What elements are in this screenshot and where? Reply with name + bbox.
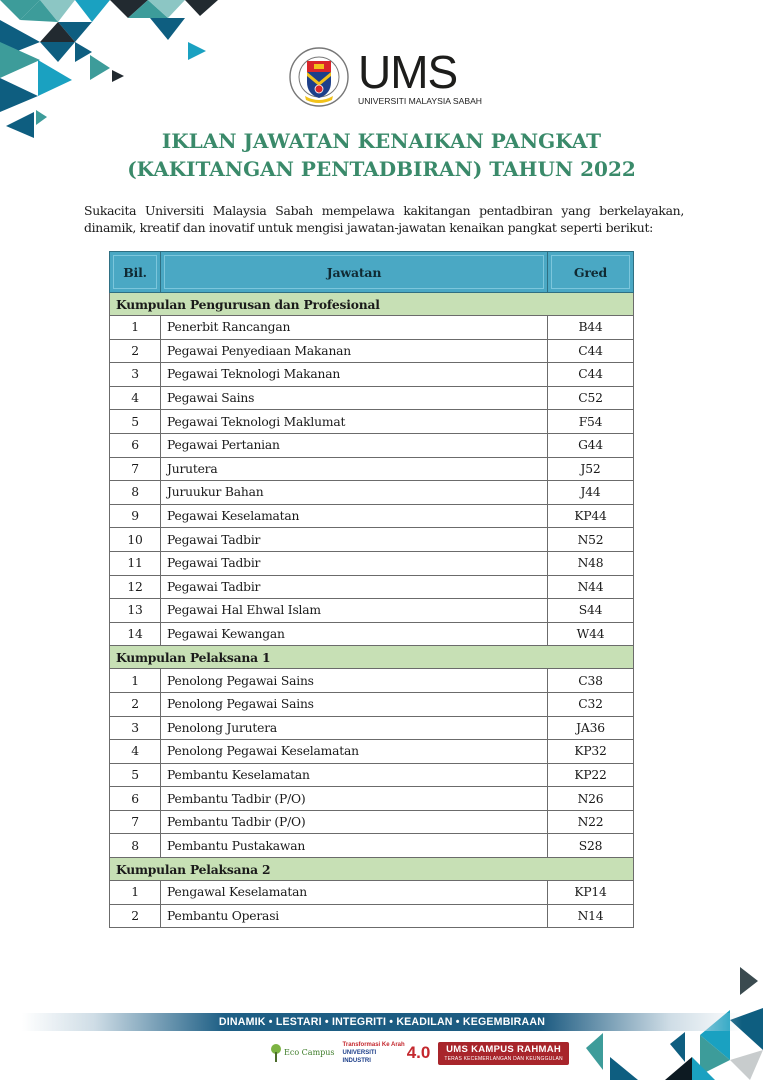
table-row bbox=[110, 551, 634, 575]
cell-bil: 12 bbox=[110, 575, 161, 599]
cell-bil: 4 bbox=[110, 740, 161, 764]
positions-table bbox=[109, 251, 634, 928]
table-row bbox=[110, 528, 634, 552]
cell-gred: KP44 bbox=[548, 504, 634, 528]
cell-jawatan: Pembantu Tadbir (P/O) bbox=[161, 787, 548, 811]
cell-gred: G44 bbox=[548, 433, 634, 457]
cell-bil: 11 bbox=[110, 551, 161, 575]
cell-jawatan: Jurutera bbox=[161, 457, 548, 481]
cell-jawatan: Juruukur Bahan bbox=[161, 481, 548, 505]
u40-line-2: UNIVERSITI bbox=[342, 1050, 377, 1056]
cell-jawatan: Pegawai Penyediaan Makanan bbox=[161, 339, 548, 363]
cell-bil: 3 bbox=[110, 363, 161, 387]
table-row bbox=[110, 810, 634, 834]
group-row bbox=[110, 858, 634, 881]
group-name: Kumpulan Pengurusan dan Profesional bbox=[110, 293, 634, 316]
cell-gred: C44 bbox=[548, 339, 634, 363]
u40-number: 4.0 bbox=[406, 1043, 431, 1062]
cell-bil: 2 bbox=[110, 339, 161, 363]
cell-jawatan: Pegawai Teknologi Maklumat bbox=[161, 410, 548, 434]
cell-bil: 1 bbox=[110, 316, 161, 340]
cell-bil: 6 bbox=[110, 787, 161, 811]
cell-gred: N14 bbox=[548, 904, 634, 928]
universiti-industri-4-logo bbox=[343, 1041, 431, 1065]
column-header-bil: Bil. bbox=[110, 252, 161, 293]
u40-line-3: INDUSTRI bbox=[342, 1058, 371, 1064]
cell-jawatan: Pegawai Kewangan bbox=[161, 622, 548, 646]
title-line-2: (KAKITANGAN PENTADBIRAN) TAHUN 2022 bbox=[127, 157, 636, 181]
table-row bbox=[110, 457, 634, 481]
cell-jawatan: Pegawai Pertanian bbox=[161, 433, 548, 457]
table-row bbox=[110, 787, 634, 811]
group-row bbox=[110, 293, 634, 316]
cell-jawatan: Pegawai Teknologi Makanan bbox=[161, 363, 548, 387]
ums-logo bbox=[288, 44, 482, 110]
cell-gred: N22 bbox=[548, 810, 634, 834]
rahmah-subtitle: TERAS KECEMERLANGAN DAN KEUNGGULAN bbox=[444, 1055, 563, 1062]
ums-crest-icon bbox=[288, 46, 350, 108]
cell-jawatan: Pembantu Keselamatan bbox=[161, 763, 548, 787]
tagline-text: DINAMIK • LESTARI • INTEGRITI • KEADILAN • KEGEMBIRAAN bbox=[218, 1016, 546, 1028]
cell-jawatan: Penolong Jurutera bbox=[161, 716, 548, 740]
cell-bil: 7 bbox=[110, 457, 161, 481]
table-row bbox=[110, 692, 634, 716]
cell-gred: N26 bbox=[548, 787, 634, 811]
cell-bil: 14 bbox=[110, 622, 161, 646]
table-row bbox=[110, 481, 634, 505]
cell-gred: JA36 bbox=[548, 716, 634, 740]
table-header-row bbox=[110, 252, 634, 293]
table-row bbox=[110, 386, 634, 410]
cell-gred: KP22 bbox=[548, 763, 634, 787]
cell-gred: S44 bbox=[548, 599, 634, 623]
cell-bil: 7 bbox=[110, 810, 161, 834]
cell-gred: KP14 bbox=[548, 881, 634, 905]
cell-bil: 1 bbox=[110, 881, 161, 905]
footer-logos bbox=[270, 1036, 569, 1070]
eco-campus-label: Eco Campus bbox=[284, 1048, 335, 1057]
cell-bil: 4 bbox=[110, 386, 161, 410]
cell-jawatan: Pegawai Tadbir bbox=[161, 551, 548, 575]
cell-gred: C38 bbox=[548, 669, 634, 693]
table-row bbox=[110, 504, 634, 528]
title-line-1: IKLAN JAWATAN KENAIKAN PANGKAT bbox=[161, 129, 602, 153]
table-row bbox=[110, 763, 634, 787]
cell-jawatan: Pembantu Pustakawan bbox=[161, 834, 548, 858]
table-row bbox=[110, 316, 634, 340]
cell-gred: J52 bbox=[548, 457, 634, 481]
cell-gred: KP32 bbox=[548, 740, 634, 764]
table-row bbox=[110, 881, 634, 905]
cell-gred: S28 bbox=[548, 834, 634, 858]
tree-icon bbox=[270, 1043, 282, 1063]
table-row bbox=[110, 575, 634, 599]
cell-bil: 5 bbox=[110, 410, 161, 434]
cell-jawatan: Pegawai Sains bbox=[161, 386, 548, 410]
intro-paragraph: Sukacita Universiti Malaysia Sabah mempelawa kakitangan pentadbiran yang berkelayakan, dinamik, kreatif dan inovatif untuk mengisi jawatan-jawatan kenaikan pangkat seperti berikut: bbox=[84, 203, 684, 235]
cell-bil: 5 bbox=[110, 763, 161, 787]
table-row bbox=[110, 363, 634, 387]
table-row bbox=[110, 740, 634, 764]
tagline-band bbox=[22, 1013, 742, 1031]
cell-gred: J44 bbox=[548, 481, 634, 505]
group-name: Kumpulan Pelaksana 2 bbox=[110, 858, 634, 881]
cell-gred: W44 bbox=[548, 622, 634, 646]
cell-jawatan: Pegawai Tadbir bbox=[161, 575, 548, 599]
page-title bbox=[0, 127, 763, 183]
cell-gred: C52 bbox=[548, 386, 634, 410]
cell-bil: 8 bbox=[110, 834, 161, 858]
cell-bil: 2 bbox=[110, 904, 161, 928]
university-name: UNIVERSITI MALAYSIA SABAH bbox=[358, 95, 483, 106]
table-row bbox=[110, 904, 634, 928]
rahmah-title: UMS KAMPUS RAHMAH bbox=[446, 1043, 562, 1055]
table-row bbox=[110, 433, 634, 457]
cell-jawatan: Pegawai Keselamatan bbox=[161, 504, 548, 528]
table-row bbox=[110, 622, 634, 646]
column-header-jawatan: Jawatan bbox=[161, 252, 548, 293]
cell-bil: 2 bbox=[110, 692, 161, 716]
cell-bil: 1 bbox=[110, 669, 161, 693]
eco-campus-logo bbox=[270, 1043, 335, 1063]
cell-bil: 6 bbox=[110, 433, 161, 457]
cell-jawatan: Pengawal Keselamatan bbox=[161, 881, 548, 905]
u40-line-1: Transformasi Ke Arah bbox=[342, 1042, 405, 1048]
table-row bbox=[110, 599, 634, 623]
cell-jawatan: Penolong Pegawai Keselamatan bbox=[161, 740, 548, 764]
cell-gred: N44 bbox=[548, 575, 634, 599]
cell-gred: C44 bbox=[548, 363, 634, 387]
cell-jawatan: Pegawai Tadbir bbox=[161, 528, 548, 552]
cell-jawatan: Penerbit Rancangan bbox=[161, 316, 548, 340]
cell-jawatan: Penolong Pegawai Sains bbox=[161, 692, 548, 716]
table-row bbox=[110, 716, 634, 740]
cell-bil: 8 bbox=[110, 481, 161, 505]
table-row bbox=[110, 339, 634, 363]
cell-gred: B44 bbox=[548, 316, 634, 340]
group-name: Kumpulan Pelaksana 1 bbox=[110, 646, 634, 669]
cell-bil: 9 bbox=[110, 504, 161, 528]
cell-bil: 13 bbox=[110, 599, 161, 623]
cell-gred: N48 bbox=[548, 551, 634, 575]
table-body bbox=[110, 293, 634, 928]
table-row bbox=[110, 410, 634, 434]
cell-bil: 10 bbox=[110, 528, 161, 552]
group-row bbox=[110, 646, 634, 669]
cell-gred: N52 bbox=[548, 528, 634, 552]
cell-jawatan: Pembantu Tadbir (P/O) bbox=[161, 810, 548, 834]
column-header-gred: Gred bbox=[548, 252, 634, 293]
cell-jawatan: Penolong Pegawai Sains bbox=[161, 669, 548, 693]
cell-gred: F54 bbox=[548, 410, 634, 434]
cell-jawatan: Pembantu Operasi bbox=[161, 904, 548, 928]
cell-gred: C32 bbox=[548, 692, 634, 716]
ums-wordmark: UMS bbox=[358, 45, 458, 98]
cell-jawatan: Pegawai Hal Ehwal Islam bbox=[161, 599, 548, 623]
cell-bil: 3 bbox=[110, 716, 161, 740]
table-row bbox=[110, 834, 634, 858]
ums-kampus-rahmah-logo bbox=[438, 1042, 569, 1065]
table-row bbox=[110, 669, 634, 693]
